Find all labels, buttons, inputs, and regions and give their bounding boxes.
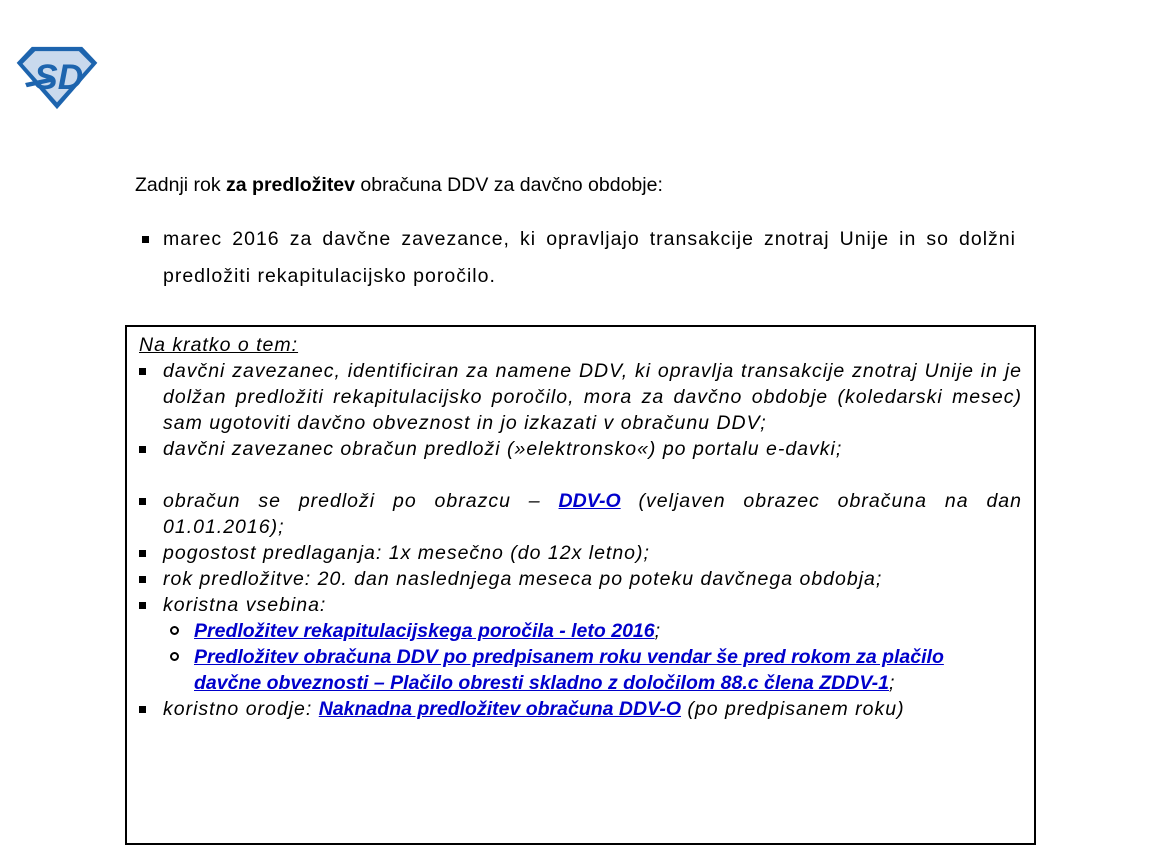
sub-bullet-1-text — [194, 618, 974, 644]
intro-section — [135, 172, 1022, 295]
box-bullet-4 — [139, 540, 1022, 566]
box-bullet-3-text — [163, 488, 1022, 540]
box-bullet-2-text: davčni zavezanec obračun predloži (»elektronsko«) po portalu e-davki; — [163, 438, 843, 460]
blank-line — [139, 462, 1022, 488]
box-bullet-7-text — [163, 696, 1022, 722]
square-bullet-icon — [139, 550, 146, 557]
sub-bullet-2-text — [194, 644, 974, 696]
square-bullet-icon — [139, 498, 146, 505]
box-bullet-7 — [139, 696, 1022, 722]
logo-letters: SD — [34, 57, 84, 97]
placilo-obresti-link[interactable]: Predložitev obračuna DDV po predpisanem roku vendar še pred rokom za plačilo davčne obveznosti – Plačilo obresti skladno z določilom 88.c člena ZDDV-1 — [194, 646, 944, 694]
rekapitulacijsko-porocilo-link[interactable]: Predložitev rekapitulacijskega poročila - leto 2016 — [194, 620, 655, 642]
square-bullet-icon — [139, 602, 146, 609]
sub-bullet-1 — [170, 618, 1022, 644]
circle-bullet-icon — [170, 626, 179, 635]
square-bullet-icon — [139, 446, 146, 453]
circle-bullet-icon — [170, 652, 179, 661]
summary-box — [125, 325, 1036, 845]
intro-bullet-text: marec 2016 za davčne zavezance, ki opravljajo transakcije znotraj Unije in so dolžni predložiti rekapitulacijsko poročilo. — [163, 228, 1016, 287]
box-bullet-5-text: rok predložitve: 20. dan naslednjega meseca po poteku davčnega obdobja; — [163, 568, 883, 590]
sub-bullet-2-post: ; — [888, 672, 896, 694]
intro-heading — [135, 172, 1022, 199]
bullet-7-post: (po predpisanem roku) — [681, 698, 905, 720]
square-bullet-icon — [139, 706, 146, 713]
bullet-3-post: (veljaven obrazec obračuna na dan 01.01.2016); — [163, 490, 1022, 538]
box-bullet-6 — [139, 592, 1022, 618]
box-heading: Na kratko o tem: — [139, 334, 299, 356]
bullet-3-pre: obračun se predloži po obrazcu – — [163, 490, 559, 512]
box-bullet-1-text: davčni zavezanec, identificiran za namene DDV, ki opravlja transakcije znotraj Unije in je dolžan predložiti rekapitulacijsko poročilo, mora za davčno obdobje (koledarski mesec) sam ugotoviti davčno obveznost in jo izkazati v obračunu DDV; — [163, 360, 1022, 434]
ddv-o-link[interactable]: DDV-O — [558, 490, 621, 512]
intro-heading-prefix: Zadnji rok — [135, 174, 227, 196]
box-bullet-2 — [139, 436, 1022, 462]
box-bullet-4-text: pogostost predlaganja: 1x mesečno (do 12x letno); — [163, 542, 650, 564]
intro-heading-suffix: obračuna DDV za davčno obdobje: — [355, 174, 663, 196]
sd-logo — [15, 44, 99, 112]
box-bullet-5 — [139, 566, 1022, 592]
square-bullet-icon — [139, 368, 146, 375]
bullet-7-pre: koristno orodje: — [163, 698, 319, 720]
intro-heading-bold: za predložitev — [226, 174, 355, 196]
sub-bullet-2 — [170, 644, 1022, 696]
square-bullet-icon — [142, 236, 149, 243]
box-bullet-1 — [139, 358, 1022, 436]
sub-bullet-1-post: ; — [654, 620, 662, 642]
sd-diamond-shield-icon — [15, 44, 99, 112]
box-bullet-3 — [139, 488, 1022, 540]
intro-bullet-item — [135, 221, 1022, 295]
naknadna-predlozitev-link[interactable]: Naknadna predložitev obračuna DDV-O — [318, 698, 682, 720]
box-bullet-6-text: koristna vsebina: — [163, 594, 327, 616]
square-bullet-icon — [139, 576, 146, 583]
